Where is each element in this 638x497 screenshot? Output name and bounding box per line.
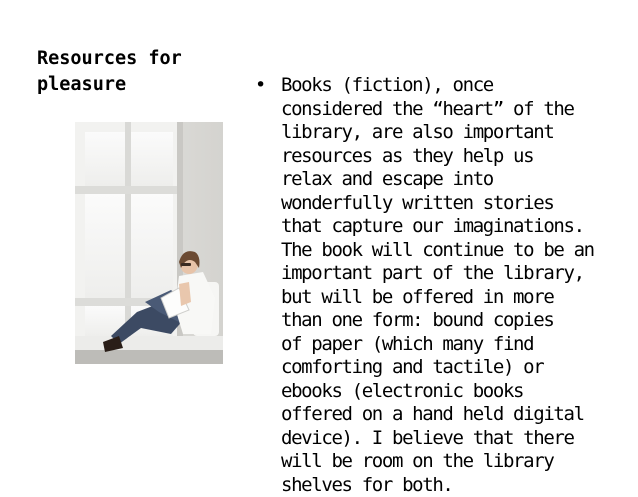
- body-line: considered the “heart” of the: [281, 98, 638, 122]
- body-line: than one form: bound copies: [281, 309, 638, 333]
- body-line: ebooks (electronic books: [281, 380, 638, 404]
- woman-reading-photo: [75, 122, 223, 364]
- slide-title: [37, 46, 182, 98]
- body-line: will be room on the library: [281, 450, 638, 474]
- bullet-marker: •: [255, 74, 266, 98]
- body-line: important part of the library,: [281, 262, 638, 286]
- title-line: Resources for: [37, 46, 182, 72]
- body-line: resources as they help us: [281, 145, 638, 169]
- body-line: but will be offered in more: [281, 286, 638, 310]
- body-line: Books (fiction), once: [281, 74, 638, 98]
- body-line: of paper (which many find: [281, 333, 638, 357]
- body-line: device). I believe that there: [281, 427, 638, 451]
- body-line: relax and escape into: [281, 168, 638, 192]
- title-line: pleasure: [37, 72, 182, 98]
- reading-by-window-illustration: [75, 122, 223, 364]
- body-line: The book will continue to be an: [281, 239, 638, 263]
- body-line: offered on a hand held digital: [281, 403, 638, 427]
- body-line: shelves for both.: [281, 474, 638, 497]
- body-line: that capture our imaginations.: [281, 215, 638, 239]
- bullet-text: [281, 74, 638, 497]
- body-line: comforting and tactile) or: [281, 356, 638, 380]
- body-line: library, are also important: [281, 121, 638, 145]
- body-line: wonderfully written stories: [281, 192, 638, 216]
